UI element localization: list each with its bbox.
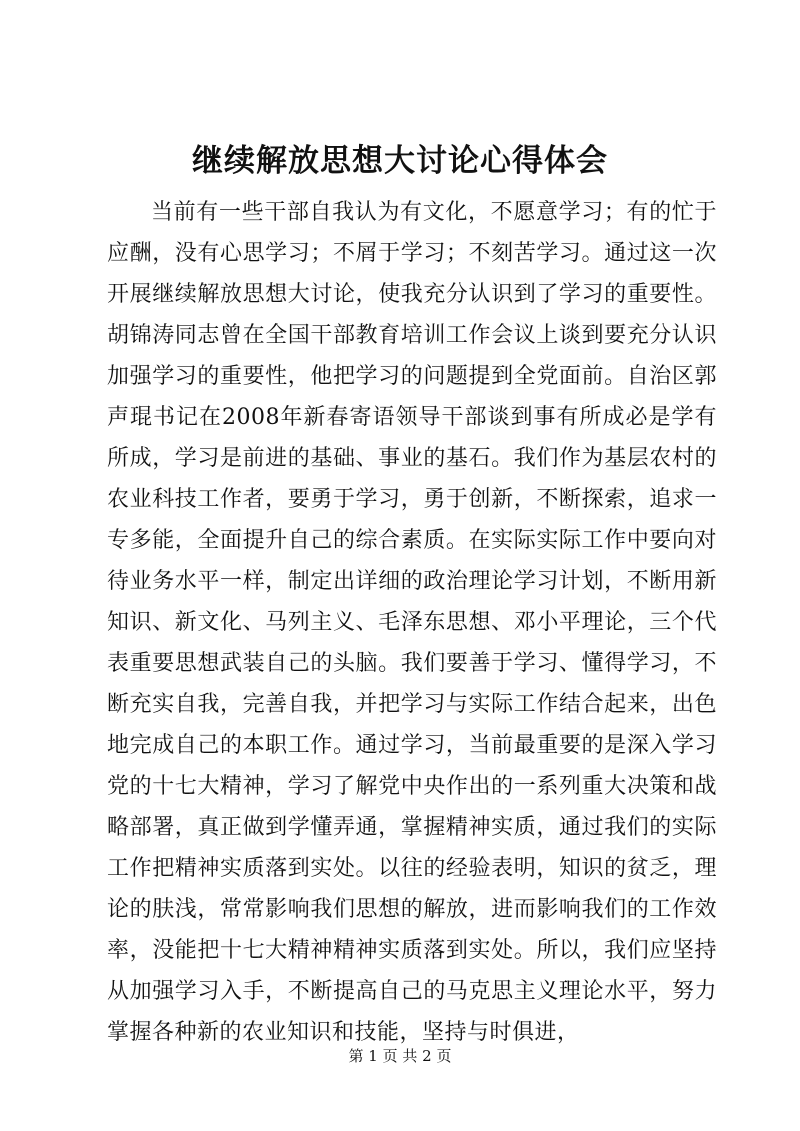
page-title: 继续解放思想大讨论心得体会 — [192, 143, 608, 179]
body-paragraph: 当前有一些干部自我认为有文化，不愿意学习；有的忙于应酬，没有心思学习；不屑于学习；不刻苦学习。通过这一次开展继续解放思想大讨论，使我充分认识到了学习的重要性。胡锦涛同志曾在全国干部教育培训工作会议上谈到要充分认识加强学习的重要性，他把学习的问题提到全党面前。自治区郭声琨书记在2008年新春寄语领导干部谈到事有所成必是学有所成，学习是前进的基础、事业的基石。我们作为基层农村的农业科技工作者，要勇于学习，勇于创新，不断探索，追求一专多能，全面提升自己的综合素质。在实际实际工作中要向对待业务水平一样，制定出详细的政治理论学习计划，不断用新知识、新文化、马列主义、毛泽东思想、邓小平理论，三个代表重要思想武装自己的头脑。我们要善于学习、懂得学习，不断充实自我，完善自我，并把学习与实际工作结合起来，出色地完成自己的本职工作。通过学习，当前最重要的是深入学习党的十七大精神，学习了解党中央作出的一系列重大决策和战略部署，真正做到学懂弄通，掌握精神实质，通过我们的实际工作把精神实质落到实处。以往的经验表明，知识的贫乏，理论的肤浅，常常影响我们思想的解放，进而影响我们的工作效率，没能把十七大精神精神实质落到实处。所以，我们应坚持从加强学习入手，不断提高自己的马克思主义理论水平，努力掌握各种新的农业知识和技能，坚持与时俱进， — [107, 200, 717, 1045]
page-footer: 第 1 页 共 2 页 — [348, 1047, 452, 1065]
